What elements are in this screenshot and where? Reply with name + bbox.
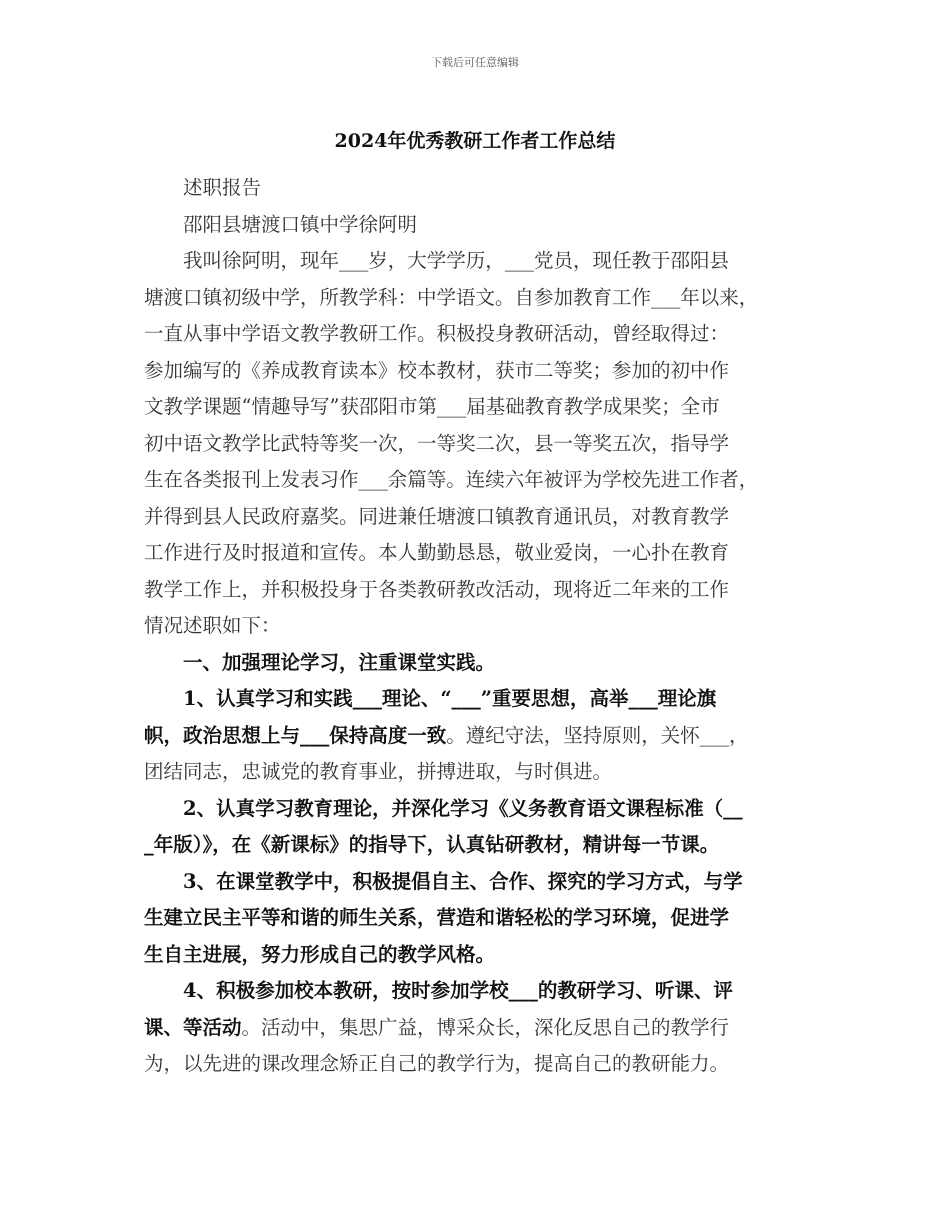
section-heading: 一、加强理论学习，注重课堂实践。 <box>144 650 496 674</box>
paragraph-line: 工作进行及时报道和宣传。本人勤勤恳恳，敬业爱岗，一心扑在教育 <box>144 541 730 564</box>
paragraph-line: 2、认真学习教育理论，并深化学习《义务教育语文课程标准（__ <box>144 796 743 820</box>
paragraph-line: 我叫徐阿明，现年___岁，大学学历，___党员，现任教于邵阳县 <box>144 249 730 272</box>
normal-text: 。遵纪守法，坚持原则，关怀___， <box>446 723 749 747</box>
paragraph-line: 团结同志，忠诚党的教育事业，拼搏进取，与时俱进。 <box>144 760 613 783</box>
bold-text: 帜，政治思想上与___保持高度一致 <box>144 723 447 747</box>
paragraph-line: 一直从事中学语文教学教研工作。积极投身教研活动，曾经取得过： <box>144 322 730 345</box>
normal-text: 。活动中，集思广益，博采众长，深化反思自己的教学行 <box>241 1015 730 1039</box>
document-body <box>144 170 820 1083</box>
document-title: 2024年优秀教研工作者工作总结 <box>334 130 616 152</box>
paragraph-line: 1、认真学习和实践___理论、“___”重要思想，高举___理论旗 <box>144 687 717 710</box>
bold-text: 课、等活动 <box>144 1015 242 1039</box>
paragraph-line: 4、积极参加校本教研，按时参加学校___的教研学习、听课、评 <box>144 979 733 1002</box>
paragraph-line: 初中语文教学比武特等奖一次，一等奖二次，县一等奖五次，指导学 <box>144 431 730 455</box>
paragraph-line: 文教学课题“情趣导写”获邵阳市第___届基础教育教学成果奖；全市 <box>144 395 720 418</box>
paragraph-line: 3、在课堂教学中，积极提倡自主、合作、探究的学习方式，与学 <box>144 869 743 893</box>
paragraph-line: 邵阳县塘渡口镇中学徐阿明 <box>144 212 418 236</box>
paragraph-line: 并得到县人民政府嘉奖。同进兼任塘渡口镇教育通讯员，对教育教学 <box>144 504 730 528</box>
paragraph-line: 教学工作上，并积极投身于各类教研教改活动，现将近二年来的工作 <box>144 577 730 601</box>
page-header-note: 下载后可任意编辑 <box>431 56 519 69</box>
paragraph-line-mixed <box>144 718 820 755</box>
paragraph-line: 参加编写的《养成教育读本》校本教材，获市二等奖；参加的初中作 <box>144 358 730 382</box>
paragraph-line: 生自主进展，努力形成自己的教学风格。 <box>144 942 496 966</box>
paragraph-line: 生建立民主平等和谐的师生关系，营造和谐轻松的学习环境，促进学 <box>144 906 730 929</box>
paragraph-line-mixed <box>144 1010 820 1047</box>
paragraph-line: _年版）》，在《新课标》的指导下，认真钻研教材，精讲每一节课。 <box>144 833 720 856</box>
paragraph-line: 生在各类报刊上发表习作___余篇等。连续六年被评为学校先进工作者， <box>144 468 759 491</box>
paragraph-line: 情况述职如下： <box>144 614 281 637</box>
paragraph-line: 塘渡口镇初级中学，所教学科：中学语文。自参加教育工作___年以来， <box>144 285 759 309</box>
paragraph-line: 述职报告 <box>144 176 262 199</box>
paragraph-line: 为，以先进的课改理念矫正自己的教学行为，提高自己的教研能力。 <box>144 1052 730 1075</box>
